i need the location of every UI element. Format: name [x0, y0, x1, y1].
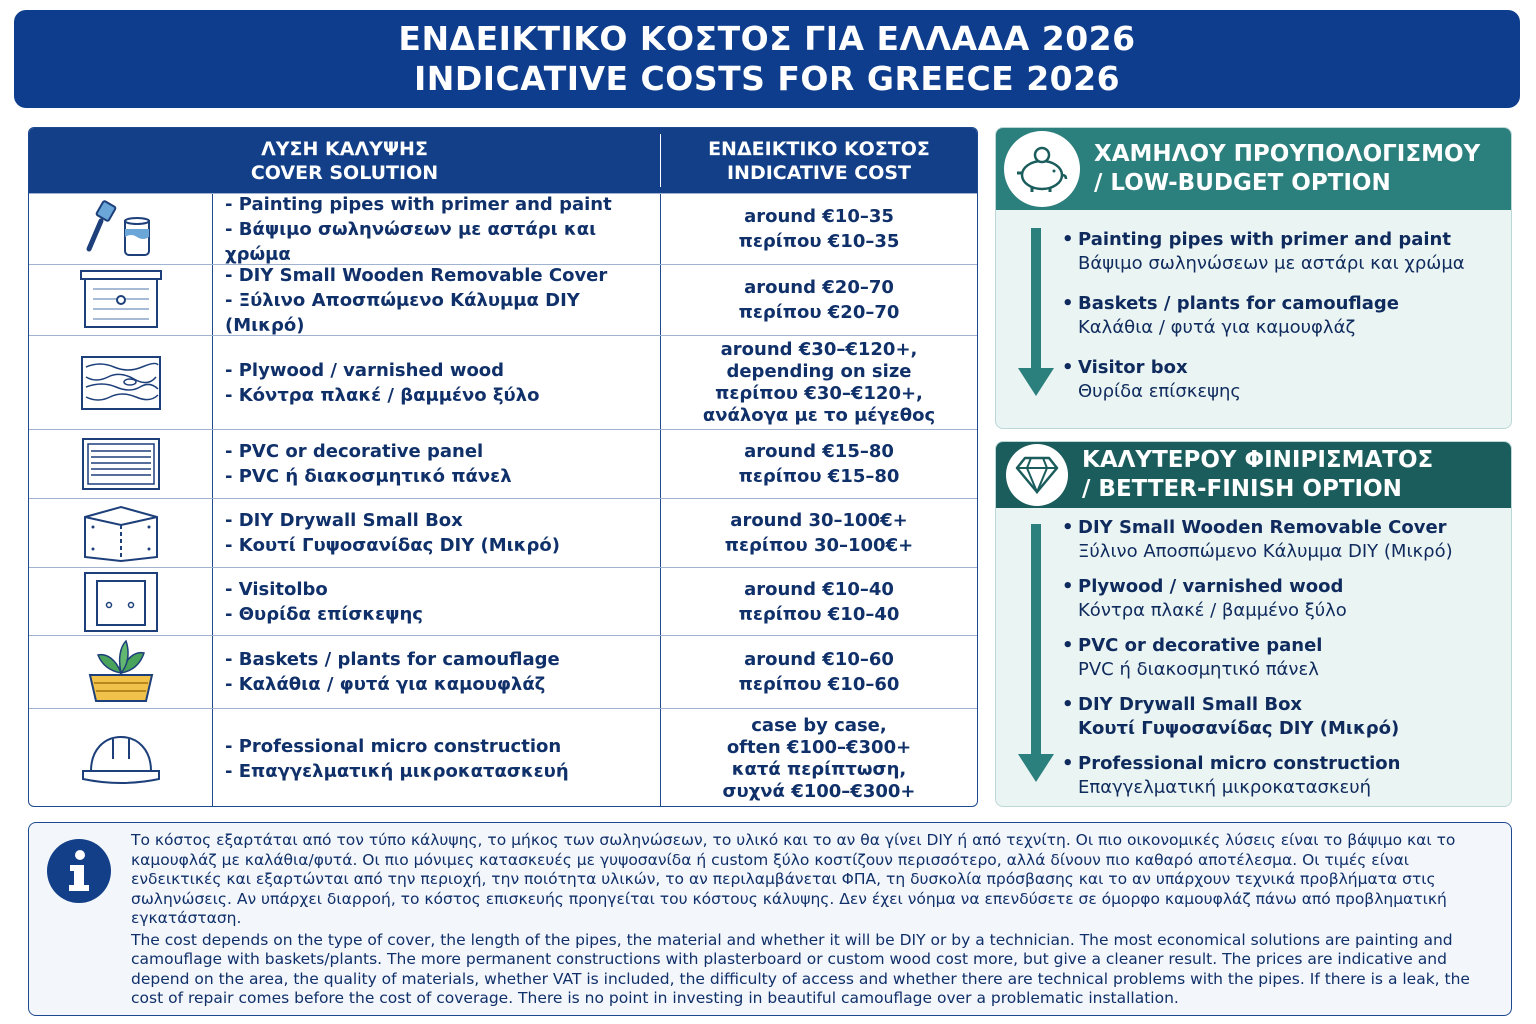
better-finish-body — [996, 508, 1511, 806]
item-gr: Θυρίδα επίσκεψης — [1078, 381, 1241, 402]
row-solution — [213, 709, 661, 807]
row-cost — [661, 499, 977, 567]
row-icon-cell — [29, 430, 213, 498]
cost-line: κατά περίπτωση, — [731, 758, 907, 780]
row-solution — [213, 336, 661, 429]
cost-line: depending on size — [726, 360, 912, 382]
info-icon — [47, 839, 111, 903]
row-cost — [661, 336, 977, 429]
low-budget-header — [996, 128, 1511, 210]
cost-gr: περίπου €15–80 — [738, 466, 900, 487]
low-budget-list — [1078, 228, 1465, 404]
wooden-cover-icon — [79, 269, 163, 331]
better-finish-title-gr: ΚΑΛΥΤΕΡΟΥ ΦΙΝΙΡΙΣΜΑΤΟΣ — [1082, 447, 1434, 473]
item-en: • DIY Small Wooden Removable Cover — [1078, 517, 1447, 538]
row-solution — [213, 568, 661, 635]
cost-en: around €15–80 — [744, 441, 894, 462]
header-indicative-cost — [661, 128, 977, 193]
cost-line: περίπου €30–€120+, — [715, 382, 923, 404]
row-solution — [213, 499, 661, 567]
list-item — [1078, 516, 1453, 564]
better-finish-header — [996, 442, 1511, 508]
row-icon-cell — [29, 636, 213, 708]
info-text-en: The cost depends on the type of cover, the length of the pipes, the material and whether it will be DIY or by a technician. The most economical solutions are painting and camouflage with baskets/plants. The more permanent constructions with plasterboard or custom wood cost more, but give a cleaner result. The prices are indicative and depend on the area, the quality of materials, whether VAT is included, the difficulty of access and whether there are technical problems with the pipes. If there is a leak, the cost of repair comes before the cost of coverage. There is no point in investing in beautiful camouflage over a problematic installation. — [131, 930, 1470, 1007]
row-icon-cell — [29, 568, 213, 635]
wood-grain-icon — [80, 355, 162, 411]
row-icon-cell — [29, 709, 213, 807]
table-row — [29, 498, 977, 567]
row-cost — [661, 568, 977, 635]
table-row — [29, 429, 977, 498]
item-en: • Painting pipes with primer and paint — [1078, 229, 1451, 250]
cost-line: often €100–€300+ — [726, 736, 912, 758]
down-arrow-icon — [1016, 524, 1056, 786]
cost-en: around 30–100€+ — [730, 510, 908, 531]
row-icon-cell — [29, 194, 213, 264]
row-solution — [213, 194, 661, 264]
info-text-gr: Το κόστος εξαρτάται από τον τύπο κάλυψης, το μήκος των σωληνώσεων, το υλικό και το αν θα γίνει DIY ή από τεχνίτη. Οι πιο οικονομικές λύσεις είναι το βάψιμο και το καμουφλάζ με καλάθια/φυτά. Οι πιο μόνιμες κατασκευές με γυψοσανίδα ή custom ξύλο κοστίζουν περισσότερο, αλλά δίνουν πιο καθαρό αποτέλεσμα. Οι τιμές είναι ενδεικτικές και εξαρτώνται από την περιοχή, την ποιότητα υλικών, το αν περιλαμβάνεται ΦΠΑ, τη δυσκολία πρόσβασης και το αν υπάρχουν τεχνικά προβλήματα στις σωληνώσεις. Αν υπάρχει διαρροή, το κόστος επισκευής προηγείται του κόστους κάλυψης. Δεν έχει νόημα να επενδύσετε σε όμορφο καμουφλάζ πάνω από προβληματική εγκατάσταση. — [131, 831, 1456, 927]
solution-en: - DIY Small Wooden Removable Cover — [225, 264, 608, 286]
row-solution — [213, 265, 661, 335]
solution-gr: - Κουτί Γυψοσανίδας DIY (Μικρό) — [225, 535, 560, 556]
row-solution — [213, 636, 661, 708]
cost-gr: περίπου €10–60 — [738, 674, 900, 695]
cost-line: ανάλογα με το μέγεθος — [702, 404, 936, 426]
solution-en: - DIY Drywall Small Box — [225, 510, 463, 531]
item-en: • Plywood / varnished wood — [1078, 576, 1344, 597]
list-item — [1078, 634, 1453, 682]
row-icon-cell — [29, 265, 213, 335]
piggy-bank-icon — [1004, 131, 1080, 207]
better-finish-title-en: / BETTER-FINISH OPTION — [1082, 476, 1402, 502]
solution-en: - Painting pipes with primer and paint — [225, 193, 612, 215]
row-icon-cell — [29, 336, 213, 429]
paint-brush-icon — [81, 197, 161, 261]
row-cost — [661, 194, 977, 264]
solution-en: - Plywood / varnished wood — [225, 359, 505, 381]
table-row — [29, 708, 977, 807]
solution-gr: - Καλάθια / φυτά για καμουφλάζ — [225, 674, 546, 695]
cost-en: around €10–40 — [744, 578, 894, 600]
cost-line: case by case, — [751, 714, 887, 736]
row-cost — [661, 636, 977, 708]
header-solution-en: COVER SOLUTION — [250, 161, 439, 184]
solution-gr: - Κόντρα πλακέ / βαμμένο ξύλο — [225, 384, 540, 406]
solution-gr: - Επαγγελματική μικροκατασκευή — [225, 760, 569, 782]
table-row — [29, 335, 977, 429]
cost-en: around €10–35 — [744, 206, 894, 227]
cost-line: around €30–€120+, — [720, 338, 918, 360]
cost-line: συχνά €100–€300+ — [722, 780, 916, 802]
pvc-panel-icon — [81, 437, 161, 491]
item-gr: Ξύλινο Αποσπώμενο Κάλυμμα DIY (Μικρό) — [1078, 541, 1453, 562]
solution-en: - PVC or decorative panel — [225, 441, 484, 462]
row-cost — [661, 265, 977, 335]
item-gr: Καλάθια / φυτά για καμουφλάζ — [1078, 317, 1356, 338]
low-budget-body — [996, 210, 1511, 428]
header-cost-en: INDICATIVE COST — [726, 161, 912, 184]
table-header — [29, 128, 977, 193]
low-budget-title-gr: ΧΑΜΗΛΟΥ ΠΡΟΥΠΟΛΟΓΙΣΜΟΥ — [1094, 141, 1481, 167]
cost-gr: περίπου €10–35 — [738, 231, 900, 252]
row-cost — [661, 709, 977, 807]
item-gr: PVC ή διακοσμητικό πάνελ — [1078, 659, 1319, 680]
list-item — [1078, 356, 1465, 404]
table-row — [29, 567, 977, 635]
table-row — [29, 264, 977, 335]
low-budget-panel — [995, 127, 1512, 429]
down-arrow-icon — [1016, 228, 1056, 400]
list-item — [1078, 693, 1453, 741]
list-item — [1078, 752, 1453, 800]
solution-en: - Professional micro construction — [225, 735, 562, 757]
item-gr: Κόντρα πλακέ / βαμμένο ξύλο — [1078, 600, 1347, 621]
title-english: INDICATIVE COSTS FOR GREECE 2026 — [413, 59, 1121, 98]
list-item — [1078, 575, 1453, 623]
item-gr: Βάψιμο σωληνώσεων με αστάρι και χρώμα — [1078, 253, 1465, 274]
list-item — [1078, 228, 1465, 276]
list-item — [1078, 292, 1465, 340]
better-finish-list — [1078, 516, 1453, 800]
plant-basket-icon — [86, 639, 156, 705]
item-en: • PVC or decorative panel — [1078, 635, 1323, 656]
header-cost-gr: ΕΝΔΕΙΚΤΙΚΟ ΚΟΣΤΟΣ — [708, 137, 930, 160]
solution-gr: - PVC ή διακοσμητικό πάνελ — [225, 466, 512, 487]
row-icon-cell — [29, 499, 213, 567]
solution-en: - Visitolbo — [225, 578, 328, 600]
cost-en: around €10–60 — [744, 649, 894, 670]
item-en: • DIY Drywall Small Box — [1078, 694, 1303, 715]
item-en: • Visitor box — [1078, 357, 1188, 378]
cost-gr: περίπου €10–40 — [738, 603, 900, 625]
item-en: • Professional micro construction — [1078, 753, 1401, 774]
info-box — [28, 822, 1512, 1016]
title-banner — [14, 10, 1520, 108]
better-finish-panel — [995, 441, 1512, 807]
cost-gr: περίπου €20–70 — [738, 302, 900, 323]
solution-gr: - Βάψιμο σωληνώσεων με αστάρι και χρώμα — [225, 218, 597, 265]
header-cover-solution — [29, 134, 661, 187]
solution-en: - Baskets / plants for camouflage — [225, 649, 560, 670]
access-door-icon — [81, 571, 161, 633]
cost-table — [28, 127, 978, 807]
cost-en: around €20–70 — [744, 277, 894, 298]
cost-gr: περίπου 30–100€+ — [724, 535, 914, 556]
title-greek: ΕΝΔΕΙΚΤΙΚΟ ΚΟΣΤΟΣ ΓΙΑ ΕΛΛΑΔΑ 2026 — [398, 19, 1136, 58]
drywall-box-icon — [81, 503, 161, 563]
solution-gr: - Ξύλινο Αποσπώμενο Κάλυμμα DIY (Μικρό) — [225, 289, 580, 336]
table-row — [29, 193, 977, 264]
info-text — [131, 831, 1499, 1011]
low-budget-title — [1094, 140, 1480, 198]
better-finish-title — [1082, 446, 1433, 504]
row-solution — [213, 430, 661, 498]
diamond-icon — [1006, 444, 1068, 506]
header-solution-gr: ΛΥΣΗ ΚΑΛΥΨΗΣ — [261, 137, 428, 160]
item-gr: Επαγγελματική μικροκατασκευή — [1078, 777, 1372, 798]
row-cost — [661, 430, 977, 498]
hard-hat-icon — [81, 731, 161, 787]
solution-gr: - Θυρίδα επίσκεψης — [225, 603, 423, 625]
item-en: • Baskets / plants for camouflage — [1078, 293, 1399, 314]
item-gr: Κουτί Γυψοσανίδας DIY (Μικρό) — [1078, 718, 1400, 739]
low-budget-title-en: / LOW-BUDGET OPTION — [1094, 170, 1391, 196]
table-row — [29, 635, 977, 708]
